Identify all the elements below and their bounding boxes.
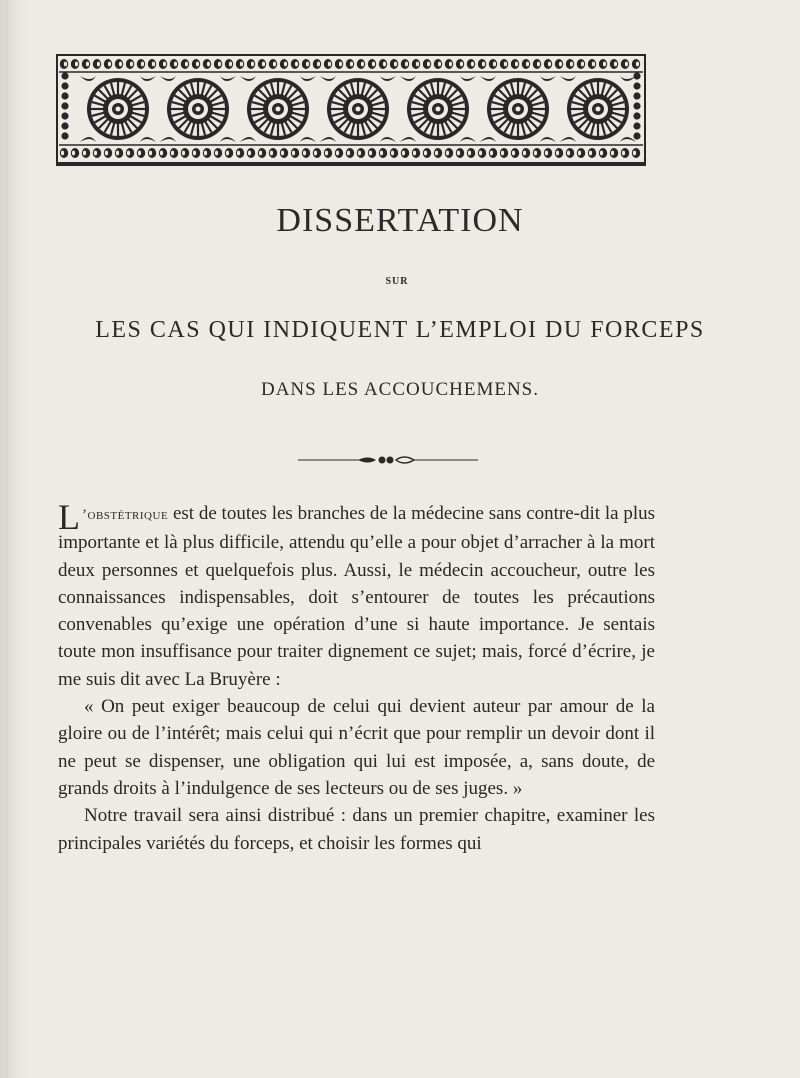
lead-word: ’obstétrique xyxy=(82,507,169,523)
paragraph-plan: Notre travail sera ainsi distribué : dans un premier chapitre, examiner les principales variétés du forceps, et choisir les formes qui xyxy=(58,805,655,854)
drop-cap: L xyxy=(58,497,80,537)
page-title: DISSERTATION xyxy=(276,202,524,239)
page-edge-shadow xyxy=(0,0,28,1078)
paragraph-quote: « On peut exiger beaucoup de celui qui devient auteur par amour de la gloire ou de l’intérêt; mais celui qui n’écrit que pour remplir un devoir dont il ne peut se dispenser, une obligation qui lui est imposée, a, sans doute, de grands droits à l’indulgence de ses lecteurs ou de ses juges. » xyxy=(58,696,655,799)
decorative-border-icon xyxy=(56,54,646,167)
title-sur: SUR xyxy=(385,276,409,287)
page-crease xyxy=(6,0,7,1078)
divider-flourish-icon xyxy=(298,452,478,466)
subtitle-line-2: DANS LES ACCOUCHEMENS. xyxy=(260,379,539,400)
paragraph-intro xyxy=(58,497,655,693)
paragraph-intro-text: est de toutes les branches de la médecine sans contre-dit la plus importante et là plus difficile, attendu qu’elle a pour objet d’arracher à la mort deux personnes et quelquefois plus. Aussi, le médecin accoucheur, outre les connaissances indispensables, doit s’entourer de toutes les précautions convenables qu’exige une opération d’une si haute importance. Je sentais toute mon insuffisance pour traiter dignement ce sujet; mais, forcé d’écrire, je me suis dit avec La Bruyère : xyxy=(58,503,655,690)
subtitle-line-1: LES CAS QUI INDIQUENT L’EMPLOI DU FORCEPS xyxy=(95,317,705,343)
body-text xyxy=(58,497,655,857)
